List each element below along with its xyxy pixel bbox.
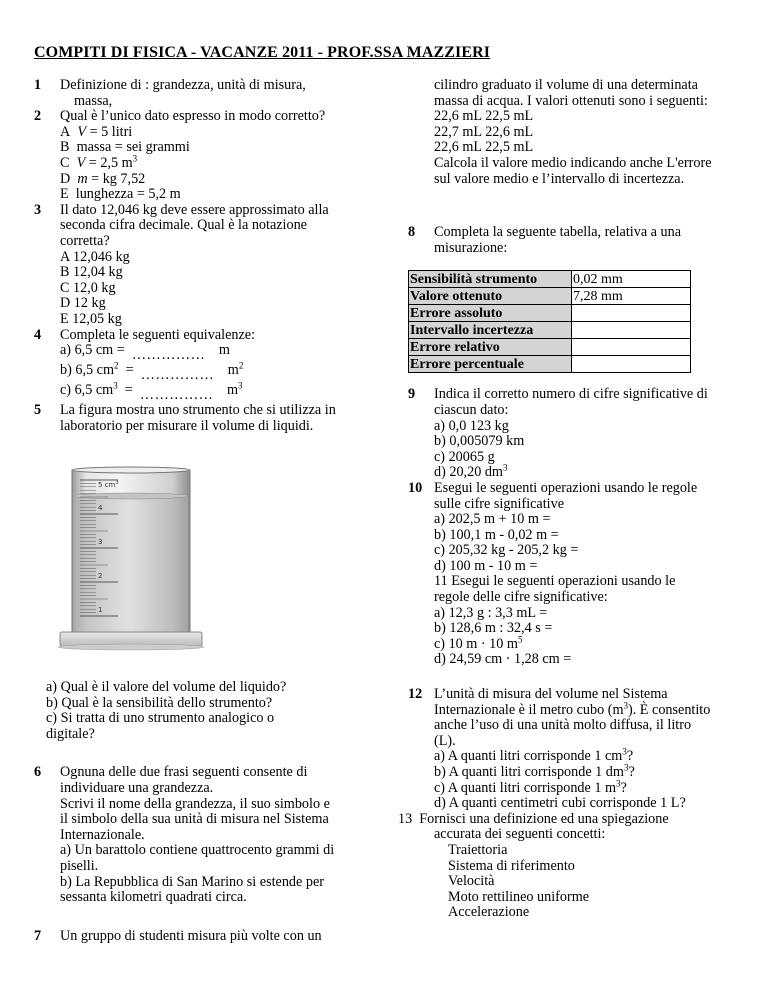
list-item: Velocità [448,873,495,890]
option-e: E 12,05 kg [60,310,122,327]
question-4: 4 Completa le seguenti equivalenze: [34,326,256,343]
question-number: 2 [34,108,42,125]
question-12: 12 L’unità di misura del volume nel Sistema [408,686,668,703]
list-item: Traiettoria [448,841,508,858]
q5-sub-b: b) Qual è la sensibilità dello strumento? [46,694,273,711]
table-row [409,271,691,288]
question-number: 3 [34,201,42,218]
option-a: A V = 5 litri [60,123,133,140]
measurement-row: 22,6 mL 22,5 mL [434,108,534,125]
q9-sub-d: d) 20,20 $dm^3$ [434,462,508,481]
question-number: 9 [408,386,416,403]
q9-sub-b: b) 0,005079 km [434,433,525,450]
q11-sub-c: c) 10 m · 10 $m^5$ [434,634,523,652]
list-item: Accelerazione [448,904,530,921]
table-label-cell: Intervallo incertezza [409,322,572,339]
question-number: 5 [34,402,42,419]
q10-sub-d: d) 100 m - 10 m = [434,557,538,574]
q10-sub-a: a) 202,5 m + 10 m = [434,511,551,528]
question-8: 8 Completa la seguente tabella, relativa a una [408,224,681,241]
graduated-cylinder-image [58,462,278,662]
equivalence-c: c) 6,5 $cm^3$ = …………… $m^3$ [60,380,243,404]
table-value-cell: 7,28 mm [572,288,691,305]
scale-label-2: 2 [98,572,103,580]
question-number: 1 [34,77,42,93]
table-row [409,322,691,339]
q12-sub-b: b) A quanti litri corrisponde 1 $dm^3$? [434,762,635,780]
question-3: 3 Il dato 12,046 kg deve essere approssimato alla [34,201,329,218]
q12-sub-a: a) A quanti litri corrisponde 1 $cm^3$? [434,746,634,765]
measurement-row: 22,7 mL 22,6 mL [434,123,534,140]
right-column: cilindro graduato il volume di una determinata massa di acqua. I valori ottenuti sono i seguenti: 22,6 mL 22,5 mL 22,7 mL 22,6 mL 22,6 mL 22,5 mL Calcola il valore medio indicando anche L'errore sul valore medio e l’intervallo di incertezza. 8 Completa la seguente tabella, relativa a una misurazione: Sensibilità strumento 0,02 mm Valore ottenuto 7,28 mm Errore assoluto Intervallo incertezza Errore relativo Errore percentuale 9 Indica il corretto numero di cifre significative di ciascun dato: a) 0,0 123 kg b) 0,005079 km c) 20065 g d) 20,20 $dm^3$ 10 Esegui le seguenti operazioni usando le regole sulle cifre significative a) 202,5 m + 10 m = b) 100,1 m - 0,02 m = c) 205,32 kg - 205,2 kg = d) 100 m - 10 m = 11 Esegui le seguenti operazioni usando le regole delle cifre significative: a) 12,3 g : 3,3 mL = b) 128,6 m : 32,4 s = c) 10 m · 10 $m^5$ d) 24,59 cm · 1,28 cm = 12 L’unità di misura del volume nel Sistema Internazionale è il metro cubo $(m^3)$. È consentito anche l’uso di una unità molto diffusa, il litro (L). a) A quanti litri corrisponde 1 $cm^3$? b) A quanti litri corrisponde 1 $dm^3$? c) A quanti litri corrisponde 1 $m^3$? d) A quanti centimetri cubi corrisponde 1 L? 13 Fornisci una definizione ed una spiegazione accurata dei seguenti concetti: Traiettoria Sistema di riferimento Velocità Moto rettilineo uniforme Accelerazione [408,78,738,921]
question-number: 4 [34,326,42,343]
question-number: 10 [408,479,423,496]
q9-sub-a: a) 0,0 123 kg [434,417,509,434]
option-c: C 12,0 kg [60,279,116,296]
table-label-cell: Errore percentuale [409,356,572,373]
q5-sub-c: c) Si tratta di uno strumento analogico o [46,710,275,727]
q10-sub-c: c) 205,32 kg - 205,2 kg = [434,542,579,559]
table-row [409,288,691,305]
q11-sub-d: d) 24,59 cm · 1,28 cm = [434,651,572,668]
scale-top-label: 5 $cm^3$ [98,480,119,489]
question-5: 5 La figura mostra uno strumento che si utilizza in [34,402,336,419]
q12-sub-c: c) A quanti litri corrisponde 1 $m^3$? [434,777,627,796]
question-6: 6 Ognuna delle due frasi seguenti consente di [34,764,308,781]
question-2: 2 Qual è l’unico dato espresso in modo corretto? [34,108,326,125]
concept-list [408,843,738,921]
table-value-cell: 0,02 mm [572,271,691,288]
measurement-table [408,270,691,373]
q11-sub-a: a) 12,3 g : 3,3 mL = [434,604,548,621]
q11-sub-b: b) 128,6 m : 32,4 s = [434,620,553,637]
table-row [409,305,691,322]
option-d: D 12 kg [60,295,106,312]
table-label-cell: Errore assoluto [409,305,572,322]
table-label-cell: Errore relativo [409,339,572,356]
measurement-row: 22,6 mL 22,5 mL [434,139,534,156]
scale-label-3: 3 [98,538,103,546]
table-label-cell: Valore ottenuto [409,288,572,305]
q5-sub-a: a) Qual è il valore del volume del liquido? [46,679,287,695]
left-column: 1 Definizione di : grandezza, unità di misura, massa, 2 Qual è l’unico dato espresso in modo corretto? A V = 5 litri B massa = sei grammi C V = 2,5 $m^3$ D m = kg 7,52 E lunghezza = 5,2 m 3 Il dato 12,046 kg deve essere approssimato alla seconda cifra decimale. Qual è la notazione corretta? A 12,046 kg B 12,04 kg C 12,0 kg D 12 kg E 12,05 kg 4 Completa le seguenti equivalenze: a) 6,5 cm = …………… m b) 6,5 $cm^2$ = …………… $m^2$ c) 6,5 $cm^3$ = …………… $m^3$ 5 La figura mostra uno strumento che si utilizza in laboratorio per misurare il volume di liquidi. [34,78,364,434]
scale-label-4: 4 [98,504,103,512]
table-row [409,356,691,373]
table-value-cell [572,339,691,356]
left-column-lower: a) Qual è il valore del volume del liquido? b) Qual è la sensibilità dello strumento? c) Si tratta di uno strumento analogico o digitale? 6 Ognuna delle due frasi seguenti consente di individuare una grandezza. Scrivi il nome della grandezza, il suo simbolo e il simbolo della sua unità di misura nel Sistema Internazionale. a) Un barattolo contiene quattrocento grammi di piselli. b) La Repubblica di San Marino si estende per sessanta kilometri quadrati circa. 7 Un gruppo di studenti misura più volte con un [34,680,364,944]
equivalence-b: b) 6,5 $cm^2$ = …………… $m^2$ [60,360,244,384]
question-7: 7 Un gruppo di studenti misura più volte con un [34,927,322,944]
blank-line: …………… [131,347,206,364]
option-e: E lunghezza = 5,2 m [60,186,181,203]
list-item: Sistema di riferimento [448,857,575,874]
question-10: 10 Esegui le seguenti operazioni usando le regole [408,479,698,496]
list-item: Moto rettilineo uniforme [448,888,590,905]
page-title: COMPITI DI FISICA - VACANZE 2011 - PROF.SSA MAZZIERI [34,44,491,61]
q12-sub-d: d) A quanti centimetri cubi corrisponde 1 L? [434,795,686,812]
question-number: 13 [398,810,413,827]
option-d: D m = kg 7,52 [60,170,146,187]
table-label-cell: Sensibilità strumento [409,271,572,288]
table-row [409,339,691,356]
q6-sub-b: b) La Repubblica di San Marino si estende per [60,873,324,890]
question-11: 11 Esegui le seguenti operazioni usando le [434,573,676,590]
question-13: 13 Fornisci una definizione ed una spiegazione [398,810,669,827]
question-9: 9 Indica il corretto numero di cifre significative di [408,386,708,403]
blank-line: …………… [139,387,214,404]
blank-line: …………… [140,367,215,384]
table-value-cell [572,322,691,339]
question-number: 6 [34,764,42,781]
scale-label-1: 1 [98,606,103,614]
equivalence-a: a) 6,5 cm = …………… m [60,342,230,364]
option-a: A 12,046 kg [60,248,130,265]
question-1: 1 Definizione di : grandezza, unità di misura, [34,77,306,93]
liquid [74,496,188,632]
q10-sub-b: b) 100,1 m - 0,02 m = [434,526,559,543]
option-c: C V = 2,5 $m^3$ [60,153,138,171]
question-number: 8 [408,224,416,241]
q6-sub-a: a) Un barattolo contiene quattrocento grammi di [60,842,335,859]
table-value-cell [572,356,691,373]
question-number: 12 [408,686,423,703]
question-number: 7 [34,927,42,944]
table-value-cell [572,305,691,322]
q9-sub-c: c) 20065 g [434,448,495,465]
option-b: B massa = sei grammi [60,139,190,156]
option-b: B 12,04 kg [60,264,123,281]
